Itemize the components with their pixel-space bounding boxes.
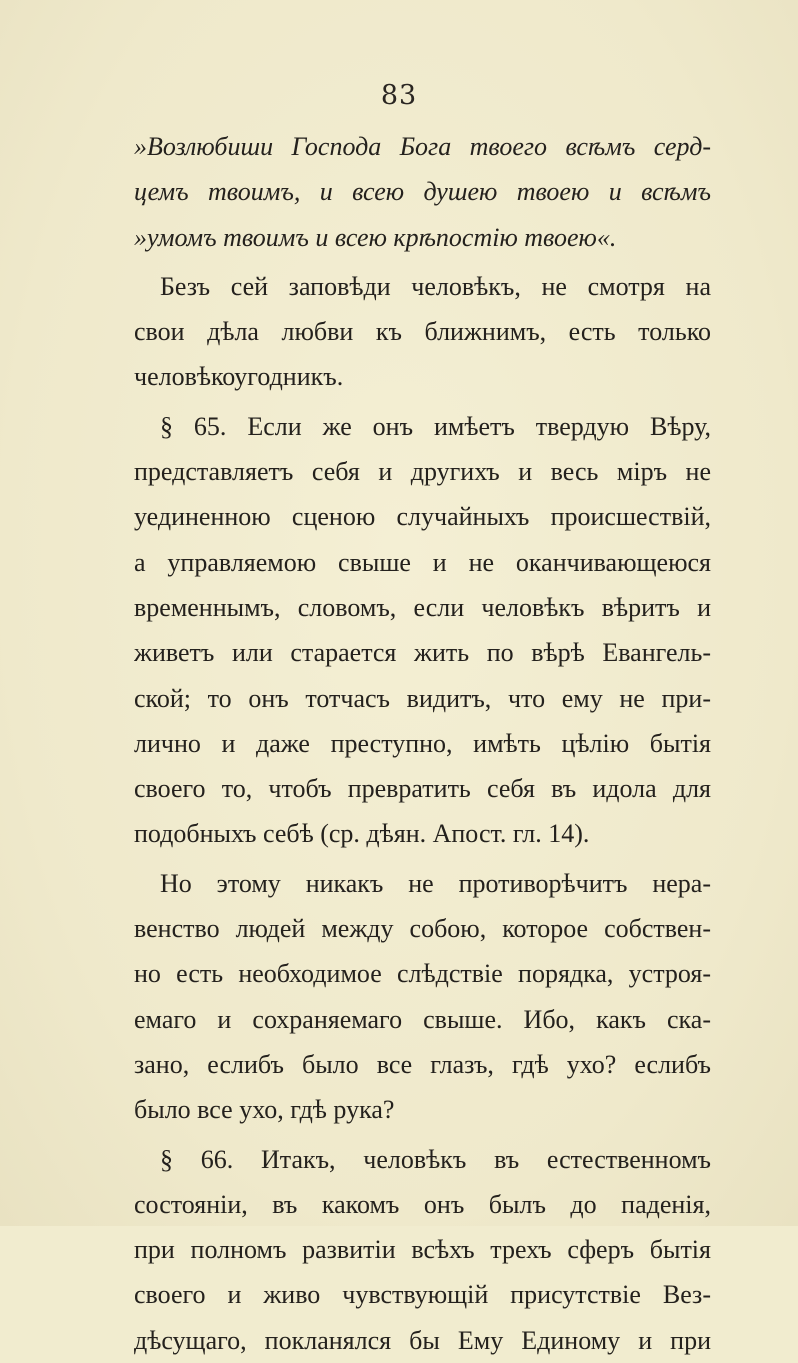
text-line: Но этому никакъ не противорѣчитъ нера- [160, 868, 711, 898]
text-line: зано, еслибъ было все глазъ, гдѣ ухо? еслибъ [134, 1049, 711, 1079]
text-line: лично и даже преступно, имѣть цѣлію бытія [134, 728, 711, 758]
text-line: живетъ или старается жить по вѣрѣ Евангель- [134, 638, 711, 668]
text-line: цемъ твоимъ, и всею душею твоею и всѣмъ [134, 177, 711, 207]
text-line: свои дѣла любви къ ближнимъ, есть только [134, 317, 711, 347]
page-number: 83 [380, 80, 418, 111]
text-line: подобныхъ себѣ (ср. дѣян. Апост. гл. 14). [134, 819, 590, 849]
text-line: уединенною сценою случайныхъ происшествій, [134, 502, 711, 532]
text-line: »умомъ твоимъ и всею крѣпостію твоею«. [134, 222, 617, 252]
text-line: а управляемою свыше и не оканчивающеюся [134, 547, 711, 577]
text-line: но есть необходимое слѣдствіе порядка, устроя- [134, 959, 711, 989]
text-line: емаго и сохраняемаго свыше. Ибо, какъ ска- [134, 1004, 711, 1034]
text-line: человѣкоугодникъ. [134, 362, 344, 392]
text-line: Безъ сей заповѣди человѣкъ, не смотря на [160, 271, 711, 301]
text-line: дѣсущаго, покланялся бы Ему Единому и при [134, 1325, 711, 1355]
text-line: было все ухо, гдѣ рука? [134, 1095, 395, 1125]
page-text [134, 124, 711, 1363]
text-line: временнымъ, словомъ, если человѣкъ вѣритъ и [134, 592, 711, 622]
text-line: состояніи, въ какомъ онъ былъ до паденія, [134, 1189, 711, 1219]
text-line: ской; то онъ тотчасъ видитъ, что ему не при- [134, 683, 711, 713]
text-line: своего то, чтобъ превратить себя въ идола для [134, 774, 711, 804]
text-line: § 65. Если же онъ имѣетъ твердую Вѣру, [160, 411, 711, 441]
text-line: § 66. Итакъ, человѣкъ въ естественномъ [160, 1144, 711, 1174]
text-line: венство людей между собою, которое собствен- [134, 914, 711, 944]
text-line: при полномъ развитіи всѣхъ трехъ сферъ бытія [134, 1235, 711, 1265]
text-line: »Возлюбиши Господа Бога твоего всѣмъ серд- [134, 132, 711, 161]
text-line: представляетъ себя и другихъ и весь міръ не [134, 457, 711, 487]
text-line: своего и живо чувствующій присутствіе Вез- [134, 1280, 711, 1310]
